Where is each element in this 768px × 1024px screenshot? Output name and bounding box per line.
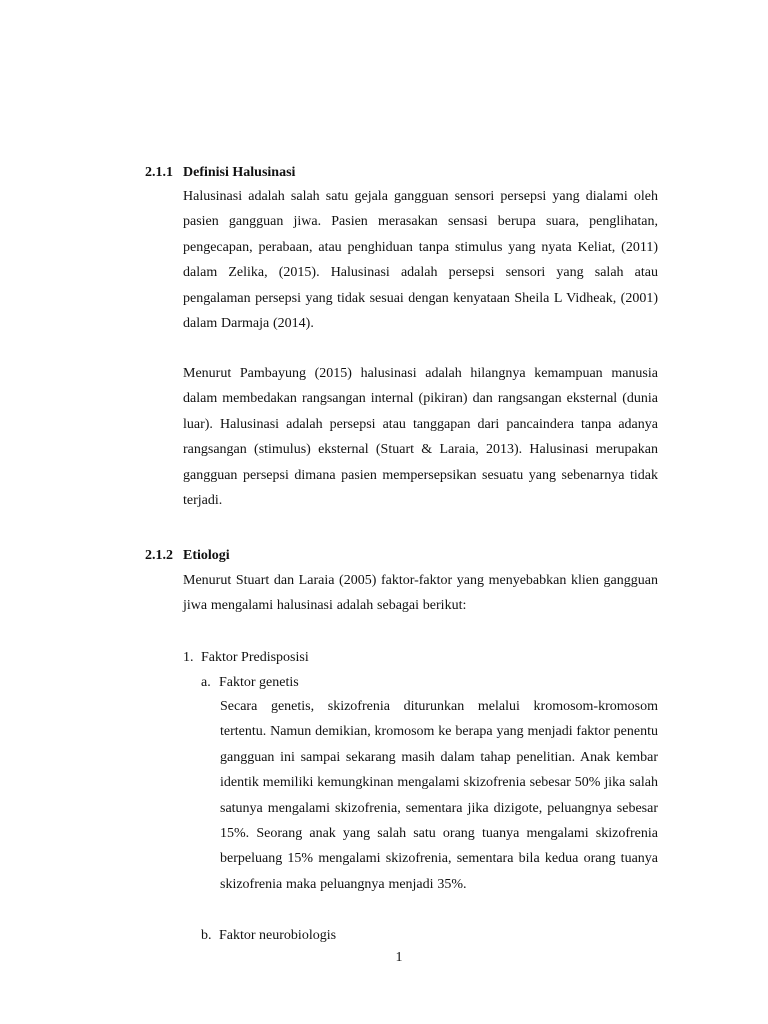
section-number: 2.1.1 <box>145 165 173 180</box>
list-marker: b. <box>201 928 212 943</box>
list-marker: 1. <box>183 650 194 665</box>
list-item-faktor-neurobiologis <box>201 928 336 944</box>
section-title: Definisi Halusinasi <box>183 165 296 180</box>
paragraph-definisi-2: Menurut Pambayung (2015) halusinasi adalah hilangnya kemampuan manusia dalam membedakan rangsangan internal (pikiran) dan rangsangan eksternal (dunia luar). Halusinasi adalah persepsi atau tanggapan dari pancaindera tanpa adanya rangsangan (stimulus) eksternal (Stuart & Laraia, 2013). Halusinasi merupakan gangguan persepsi dimana pasien mempersepsikan sesuatu yang sebenarnya tidak terjadi. <box>183 366 658 509</box>
list-item-faktor-genetis <box>201 675 299 691</box>
paragraph-etiologi: Menurut Stuart dan Laraia (2005) faktor-faktor yang menyebabkan klien gangguan jiwa mengalami halusinasi adalah sebagai berikut: <box>183 573 658 614</box>
list-label: Faktor genetis <box>219 675 299 690</box>
list-label: Faktor neurobiologis <box>219 928 337 943</box>
list-item-faktor-predisposisi <box>183 650 309 666</box>
list-marker: a. <box>201 675 211 690</box>
paragraph-faktor-genetis: Secara genetis, skizofrenia diturunkan melalui kromosom-kromosom tertentu. Namun demikian, kromosom ke berapa yang menjadi faktor penentu gangguan ini sampai sekarang masih dalam tahap penelitian. Anak kembar identik memiliki kemungkinan mengalami skizofrenia sebesar 50% jika salah satunya mengalami skizofrenia, sementara jika dizigote, peluangnya sebesar 15%. Seorang anak yang salah satu orang tuanya mengalami skizofrenia berpeluang 15% mengalami skizofrenia, sementara bila kedua orang tuanya skizofrenia maka peluangnya menjadi 35%. <box>220 699 658 892</box>
paragraph-definisi-1: Halusinasi adalah salah satu gejala gangguan sensori persepsi yang dialami oleh pasien gangguan jiwa. Pasien merasakan sensasi berupa suara, penglihatan, pengecapan, perabaan, atau penghiduan tanpa stimulus yang nyata Keliat, (2011) dalam Zelika, (2015). Halusinasi adalah persepsi sensori yang salah atau pengalaman persepsi yang tidak sesuai dengan kenyataan Sheila L Vidheak, (2001) dalam Darmaja (2014). <box>183 189 658 332</box>
page-number: 1 <box>395 950 403 965</box>
section-heading-definisi <box>145 165 295 181</box>
section-heading-etiologi <box>145 548 230 564</box>
section-title: Etiologi <box>183 548 230 563</box>
section-number: 2.1.2 <box>145 548 173 563</box>
list-label: Faktor Predisposisi <box>201 650 309 665</box>
